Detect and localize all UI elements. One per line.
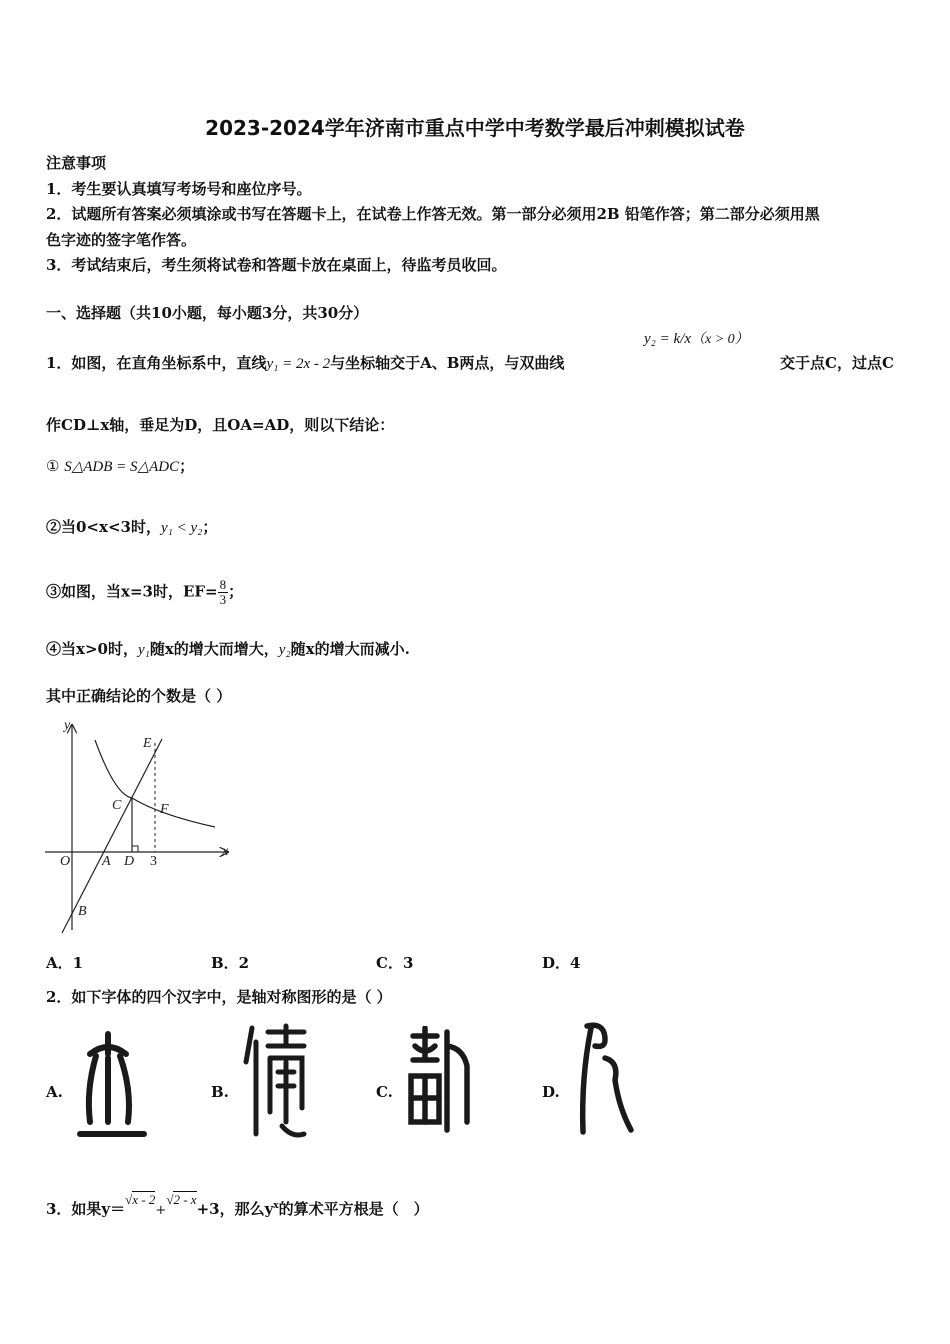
label-b: B [78,904,87,919]
seal-character-a-icon [76,1030,156,1142]
notice-item-2: 2．试题所有答案必须填涂或书写在答题卡上，在试卷上作答无效。第一部分必须用2B 铅笔作答；第二部分必须用黑 [46,205,820,223]
q1-text: 1．如图，在直角坐标系中，直线y₁ = 2x - 2与坐标轴交于A、B两点，与双曲线 [46,354,565,372]
notice-item-3: 3．考试结束后，考生须将试卷和答题卡放在桌面上，待监考员收回。 [46,256,507,274]
right-angle-mark [132,846,138,852]
notice-heading: 注意事项 [46,154,107,172]
label-y: y [64,718,71,733]
notice-item-2-cont: 色字迹的签字笔作答。 [46,231,197,249]
q1-curve [644,328,749,348]
q2-text: 2．如下字体的四个汉字中，是轴对称图形的是（ ） [46,988,392,1006]
q1-option-b[interactable]: B．2 [211,954,250,972]
label-o: O [60,854,71,869]
page-title: 2023-2024学年济南市重点中学中考数学最后冲刺模拟试卷 [205,116,745,140]
straight-line [62,739,162,933]
label-x: x [222,844,229,859]
seal-character-c-icon [407,1026,473,1134]
label-e: E [143,736,152,751]
q1-option-d[interactable]: D．4 [542,954,581,972]
label-f: F [160,802,169,817]
q3-text: 3．如果y＝√x - 2+√2 - x+3，那么$y^x$的算术平方根是（ ） [46,1192,429,1218]
label-d: D [124,854,135,869]
q1-conclusion-2: ②当0<x<3时，y₁ < y₂； [46,518,218,536]
q2-option-b[interactable]: B. [211,1083,229,1101]
q1-option-c[interactable]: C．3 [376,954,414,972]
q1-text-end: 交于点C，过点C [780,354,894,372]
q1-conclusion-3: ③如图，当x=3时，EF= $\frac{8}{3}$ ； [46,577,244,607]
q2-option-a[interactable]: A. [46,1083,63,1101]
q1-ask: 其中正确结论的个数是（ ） [46,687,232,705]
q1-curve-equation: y₂ = k/x [644,331,691,347]
q3-radicand-2: 2 - x [173,1192,197,1207]
q3-radicand-1: x - 2 [132,1192,156,1207]
notice-item-1: 1．考生要认真填写考场号和座位序号。 [46,180,312,198]
label-3: 3 [150,854,157,869]
q1-conclusion-4: ④当x>0时，y₁随x的增大而增大，y₂随x的增大而减小. [46,640,410,658]
q2-option-d[interactable]: D. [542,1083,560,1101]
seal-character-d-icon [575,1018,637,1138]
seal-character-b-icon [242,1022,312,1144]
q1-option-a[interactable]: A．1 [46,954,84,972]
q1-coordinate-figure [40,715,240,935]
section-heading: 一、选择题（共10小题，每小题3分，共30分） [46,304,369,322]
q1-conclusion-1: ① S△ADB = S△ADC； [46,457,195,475]
label-c: C [112,798,122,813]
label-a: A [102,854,111,869]
q1-line2: 作CD⊥x轴，垂足为D，且OA=AD，则以下结论： [46,416,395,434]
q1-condition: （x > 0） [690,332,749,347]
q2-option-c[interactable]: C. [376,1083,393,1101]
q1-line-equation: y₁ = 2x - 2 [266,356,331,372]
